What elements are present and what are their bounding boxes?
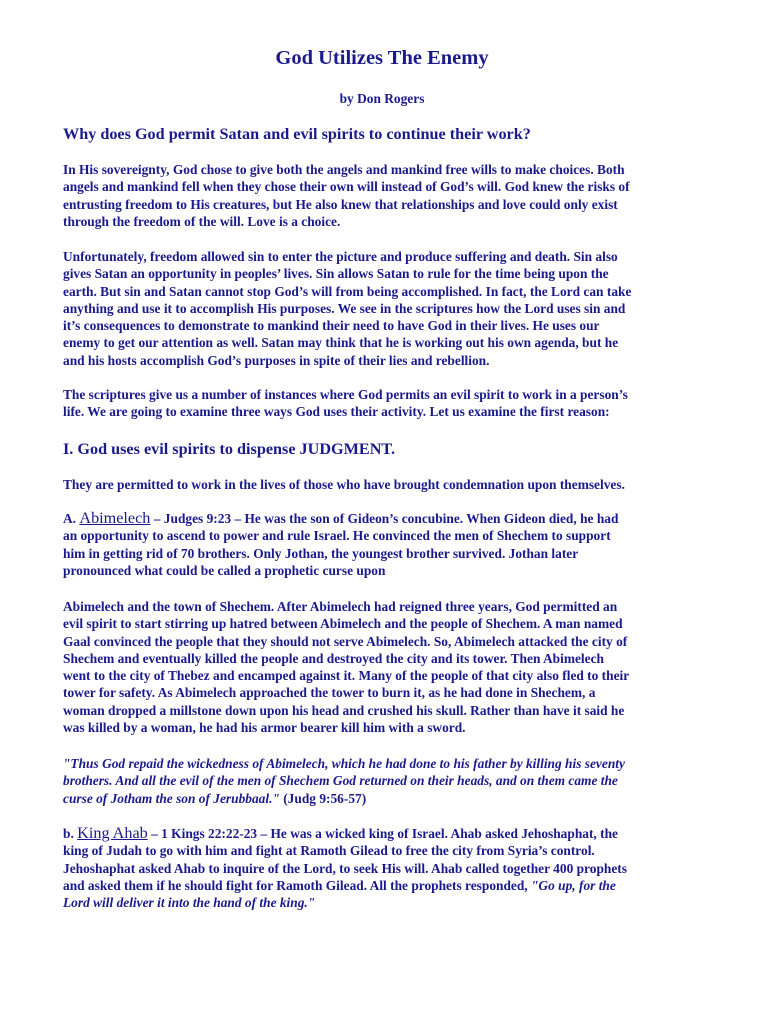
item-abimelech-prefix: A. bbox=[63, 511, 80, 526]
document-title: God Utilizes The Enemy bbox=[275, 47, 489, 69]
quote-judges-ref: (Judg 9:56-57) bbox=[279, 790, 367, 806]
quote-judges bbox=[63, 755, 713, 807]
item-ahab-prefix: b. bbox=[63, 826, 78, 841]
paragraph-scriptures: The scriptures give us a number of instances where God permits an evil spirit to work in a person’s life. We are going to examine three ways God uses their activity. Let us examine the first reason: bbox=[63, 387, 628, 420]
paragraph-abimelech-story: Abimelech and the town of Shechem. After Abimelech had reigned three years, God permitted an evil spirit to start stirring up hatred between Abimelech and the people of Shechem. A man named Gaal convinced the people that they should not serve Abimelech. So, Abimelech attacked the city of Shechem and eventually killed the people and destroyed the city and its tower. Then Abimelech went to the city of Thebez and encamped against it. Many of the people of that city also fled to their tower for safety. As Abimelech approached the tower to burn it, as he had done in Shechem, a woman dropped a millstone down upon his head and crushed his skull. Rather than have it said he was killed by a woman, he had his armor bearer kill him with a sword. bbox=[63, 599, 630, 736]
item-abimelech bbox=[63, 510, 713, 579]
item-abimelech-text: – Judges 9:23 – He was the son of Gideon’s concubine. When Gideon died, he had an opportunity to ascend to power and rule Israel. He convinced the men of Shechem to support him in getting rid of 70 brothers. Only Jothan, the youngest brother survived. Jothan later pronounced what could be called a prophetic curse upon bbox=[63, 511, 619, 578]
item-ahab-quote: "Go up, for the Lord will deliver it into the hand of the king." bbox=[63, 877, 616, 911]
question-heading: Why does God permit Satan and evil spirits to continue their work? bbox=[63, 125, 531, 143]
paragraph-permitted: They are permitted to work in the lives of those who have brought condemnation upon themselves. bbox=[63, 477, 625, 492]
item-king-ahab bbox=[63, 825, 713, 911]
paragraph-freewill: In His sovereignty, God chose to give both the angels and mankind free wills to make choices. Both angels and mankind fell when they chose their own will instead of God’s will. God knew the risks of entrusting freedom to His creatures, but He also knew that relationships and love could only exist through the freedom of the will. Love is a choice. bbox=[63, 162, 630, 229]
paragraph-freedom-sin: Unfortunately, freedom allowed sin to enter the picture and produce suffering and death. Sin also gives Satan an opportunity in peoples’ lives. Sin allows Satan to rule for the time being upon the earth. But sin and Satan cannot stop God’s will from being accomplished. In fact, the Lord can take anything and use it to accomplish His purposes. We see in the scriptures how the Lord uses sin and it’s consequences to demonstrate to mankind their need to have God in their lives. He uses our enemy to get our attention as well. Satan may think that he is working out his own agenda, but he and his hosts accomplish God’s purposes in spite of their lies and rebellion. bbox=[63, 249, 632, 368]
item-ahab-text: – 1 Kings 22:22-23 – He was a wicked king of Israel. Ahab asked Jehoshaphat, the king of Judah to go with him and fight at Ramoth Gilead to free the city from Syria’s control. Jehoshaphat asked Ahab to inquire of the Lord, to seek His will. Ahab called together 400 prophets and asked them if he should fight for Ramoth Gilead. All the prophets responded, bbox=[63, 826, 627, 893]
section-heading-judgment: I. God uses evil spirits to dispense JUDGMENT. bbox=[63, 440, 396, 458]
item-abimelech-name: Abimelech bbox=[79, 509, 151, 527]
item-ahab-name: King Ahab bbox=[77, 824, 148, 842]
document-byline: by Don Rogers bbox=[339, 91, 425, 106]
quote-judges-text: "Thus God repaid the wickedness of Abimelech, which he had done to his father by killing his seventy brothers. And all the evil of the men of Shechem God returned on their heads, and on them came the curse of Jotham the son of Jerubbaal." bbox=[63, 756, 625, 806]
